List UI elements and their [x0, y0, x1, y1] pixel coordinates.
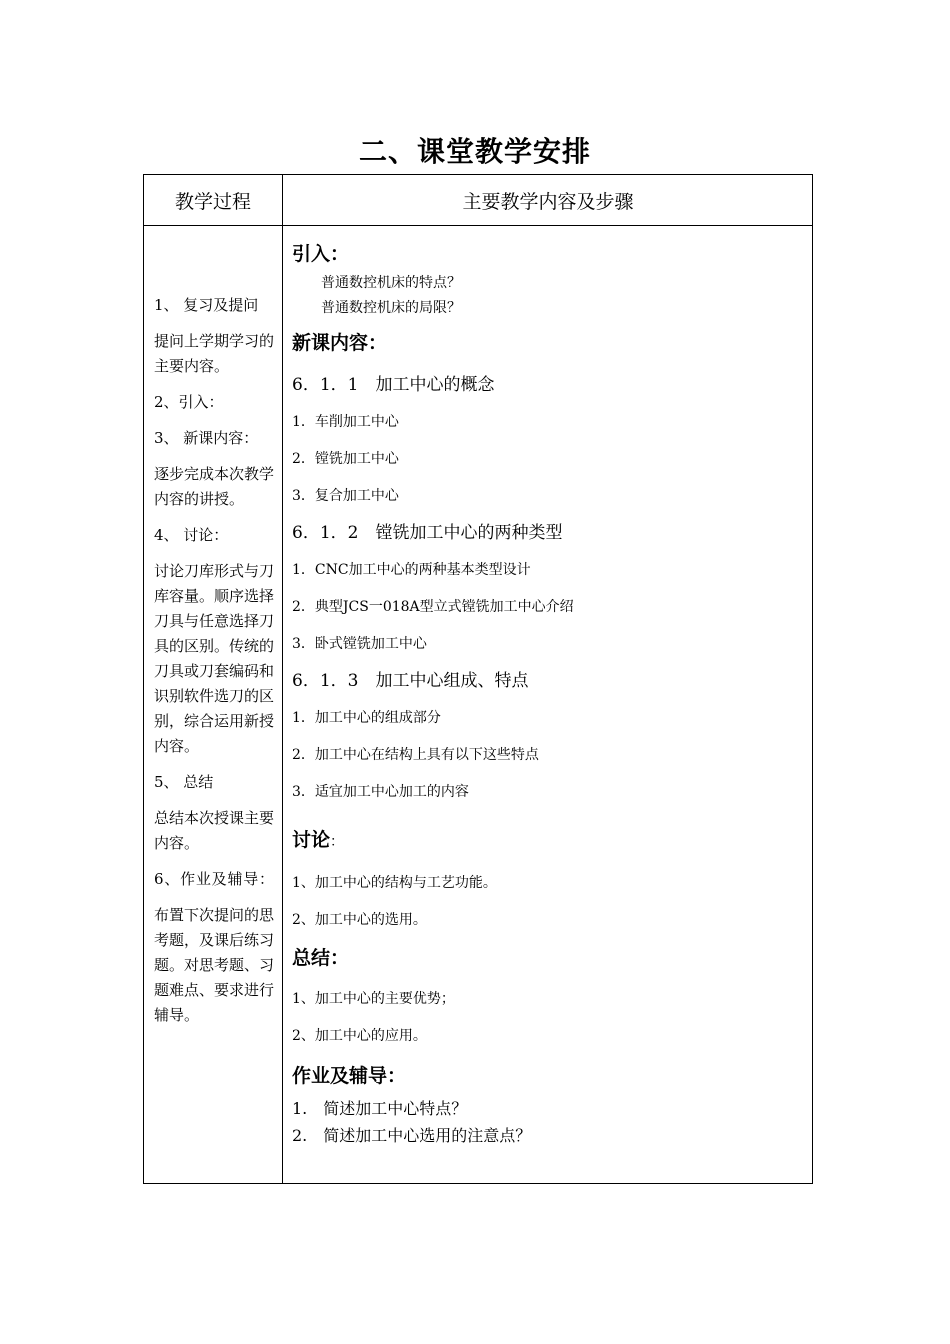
section-item: 3．卧式镗铣加工中心: [292, 636, 427, 652]
section-item: 2．镗铣加工中心: [292, 451, 399, 467]
section-item: 1．车削加工中心: [292, 414, 399, 430]
intro-heading: 引入：: [292, 243, 350, 265]
header-divider: [144, 225, 812, 226]
process-item: 总结本次授课主要内容。: [154, 809, 275, 852]
homework-item: 2. 简述加工中心选用的注意点？: [292, 1126, 532, 1145]
header-process: 教学过程: [174, 191, 251, 213]
section-title: 6．1．3 加工中心组成、特点: [292, 671, 529, 691]
new-lesson-heading: 新课内容：: [292, 332, 388, 354]
process-item: 1、 复习及提问: [154, 296, 259, 314]
process-item: 逐步完成本次教学内容的讲授。: [154, 465, 275, 508]
column-divider: [282, 175, 283, 1183]
homework-heading: 作业及辅导：: [292, 1065, 407, 1087]
discussion-heading: [292, 825, 807, 857]
section-title: 6．1．1 加工中心的概念: [292, 375, 495, 395]
summary-item: 2、加工中心的应用。: [292, 1028, 427, 1044]
section-item: 3．适宜加工中心加工的内容: [292, 784, 469, 800]
summary-item: 1、加工中心的主要优势；: [292, 991, 455, 1007]
content-column: [292, 237, 807, 1149]
process-column: [154, 293, 274, 1039]
process-item: 2、引入：: [154, 393, 224, 411]
process-item: 讨论刀库形式与刀库容量。顺序选择刀具与任意选择刀具的区别。传统的刀具或刀套编码和识别软件选刀的区别，综合运用新授内容。: [154, 562, 275, 755]
section-item: 1．CNC加工中心的两种基本类型设计: [292, 562, 531, 578]
discussion-item: 1、加工中心的结构与工艺功能。: [292, 875, 497, 891]
process-item: 布置下次提问的思考题，及课后练习题。对思考题、习题难点、要求进行辅导。: [154, 906, 275, 1024]
process-item: 6、作业及辅导：: [154, 870, 274, 888]
process-item: 4、 讨论：: [154, 526, 229, 544]
section-item: 3．复合加工中心: [292, 488, 399, 504]
teaching-table: [143, 174, 813, 1184]
intro-item: 普通数控机床的特点？: [321, 275, 461, 291]
discussion-heading-text: 讨论: [292, 829, 331, 851]
section-item: 2．典型JCS一018A型立式镗铣加工中心介绍: [292, 599, 574, 615]
discussion-item: 2、加工中心的选用。: [292, 912, 427, 928]
summary-heading: 总结：: [292, 947, 350, 969]
section-item: 2．加工中心在结构上具有以下这些特点: [292, 747, 539, 763]
page-title: 二、课堂教学安排: [358, 135, 591, 168]
section-item: 1．加工中心的组成部分: [292, 710, 441, 726]
section-title: 6．1．2 镗铣加工中心的两种类型: [292, 523, 563, 543]
process-item: 提问上学期学习的主要内容。: [154, 332, 275, 375]
homework-item: 1. 简述加工中心特点？: [292, 1099, 468, 1118]
process-item: 5、 总结: [154, 773, 214, 791]
discussion-heading-colon: ：: [330, 834, 345, 850]
process-item: 3、 新课内容：: [154, 429, 259, 447]
header-content: 主要教学内容及步骤: [462, 191, 634, 213]
intro-item: 普通数控机床的局限？: [321, 300, 461, 316]
